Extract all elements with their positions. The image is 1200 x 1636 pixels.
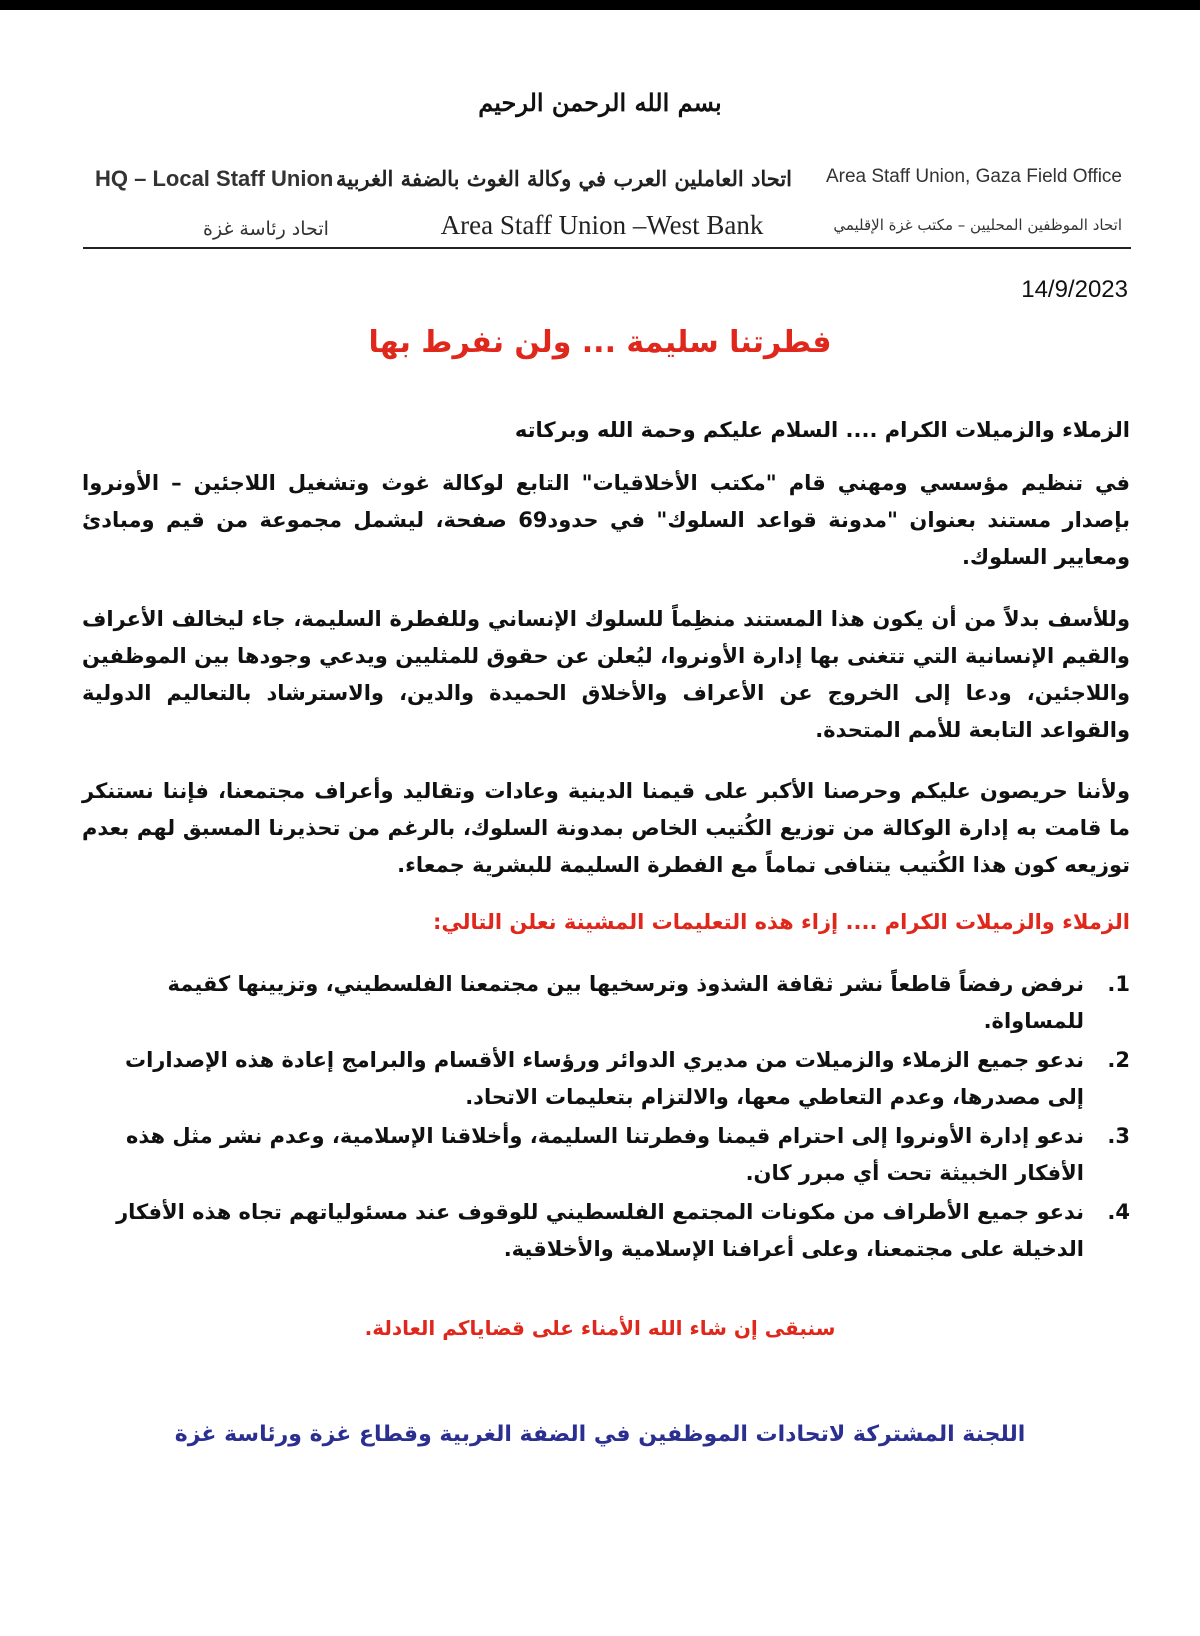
signature-line: اللجنة المشتركة لاتحادات الموظفين في الضفة الغربية وقطاع غزة ورئاسة غزة [174,1422,1026,1447]
letterhead-hq-english: HQ – Local Staff Union [95,166,334,191]
list-item-text: ندعو جميع الزملاء والزميلات من مديري الدوائر ورؤساء الأقسام والبرامج إعادة هذه الإصدارات إلى مصدرها، وعدم التعاطي معها، والالتزام بتعليمات الاتحاد. [124,1048,1084,1109]
letterhead-westbank-arabic: اتحاد العاملين العرب في وكالة الغوث بالضفة الغربية [335,166,792,191]
letterhead-westbank-english: Area Staff Union –West Bank [440,210,764,240]
paragraph-3: ولأننا حريصون عليكم وحرصنا الأكبر على قيمنا الدينية وعادات وتقاليد وأعراف مجتمعنا، فإننا نستنكر ما قامت به إدارة الوكالة من توزيع الكُتيب الخاص بمدونة السلوك، بالرغم من تحذيرنا المسبق لهم بعدم توزيعه كون هذا الكُتيب يتنافى تماماً مع الفطرة السليمة للبشرية جمعاء. [82,779,1130,877]
paragraph-1: في تنظيم مؤسسي ومهني قام "مكتب الأخلاقيات" التابع لوكالة غوث وتشغيل اللاجئين – الأونروا بإصدار مستند بعنوان "مدونة قواعد السلوك" في حدود69 صفحة، ليشمل مجموعة من قيم ومبادئ ومعايير السلوك. [82,471,1130,569]
list-item-number: 1. [1107,972,1130,996]
announcement-line: الزملاء والزميلات الكرام .... إزاء هذه التعليمات المشينة نعلن التالي: [432,910,1130,934]
basmala: بسم الله الرحمن الرحيم [478,88,722,117]
letterhead-divider [83,247,1131,249]
greeting: الزملاء والزميلات الكرام .... السلام عليكم وحمة الله وبركاته [514,418,1130,442]
list-item-number: 3. [1107,1124,1130,1148]
letterhead-gaza-arabic: اتحاد الموظفين المحليين – مكتب غزة الإقليمي [833,216,1122,234]
list-item-number: 2. [1107,1048,1130,1072]
list-item-text: ندعو إدارة الأونروا إلى احترام قيمنا وفطرتنا السليمة، وأخلاقنا الإسلامية، وعدم نشر مثل هذه الأفكار الخبيثة تحت أي مبرر كان. [125,1124,1084,1185]
paragraph-2: وللأسف بدلاً من أن يكون هذا المستند منظِماً للسلوك الإنساني وللفطرة السليمة، جاء ليخالف الأعراف والقيم الإنسانية التي تتغنى بها إدارة الأونروا، ليُعلن عن حقوق للمثليين ويدعي وجودها بين الموظفين واللاجئين، ودعا إلى الخروج عن الأعراف والأخلاق الحميدة والدين، والاسترشاد بالتعاليم الدولية والقواعد التابعة للأمم المتحدة. [82,607,1130,742]
list-item [82,966,1130,1040]
letterhead-hq-arabic: اتحاد رئاسة غزة [203,218,329,240]
document-date: 14/9/2023 [1021,276,1128,303]
list-item [82,1118,1130,1192]
top-border [0,0,1200,10]
closing-line: سنبقى إن شاء الله الأمناء على قضاياكم العادلة. [364,1316,836,1340]
list-item-text: نرفض رفضاً قاطعاً نشر ثقافة الشذوذ وترسخيها بين مجتمعنا الفلسطيني، وتزيينها كقيمة للمساواة. [167,972,1084,1033]
list-item-text: ندعو جميع الأطراف من مكونات المجتمع الفلسطيني للوقوف عند مسئولياتهم تجاه هذه الأفكار الدخيلة على مجتمعنا، وعلى أعرافنا الإسلامية والأخلاقية. [116,1200,1084,1261]
list-item [82,1042,1130,1116]
letterhead-gaza-english: Area Staff Union, Gaza Field Office [825,166,1122,187]
document-title: فطرتنا سليمة ... ولن نفرط بها [368,325,832,360]
demands-list [82,966,1130,1270]
list-item-number: 4. [1107,1200,1130,1224]
list-item [82,1194,1130,1268]
